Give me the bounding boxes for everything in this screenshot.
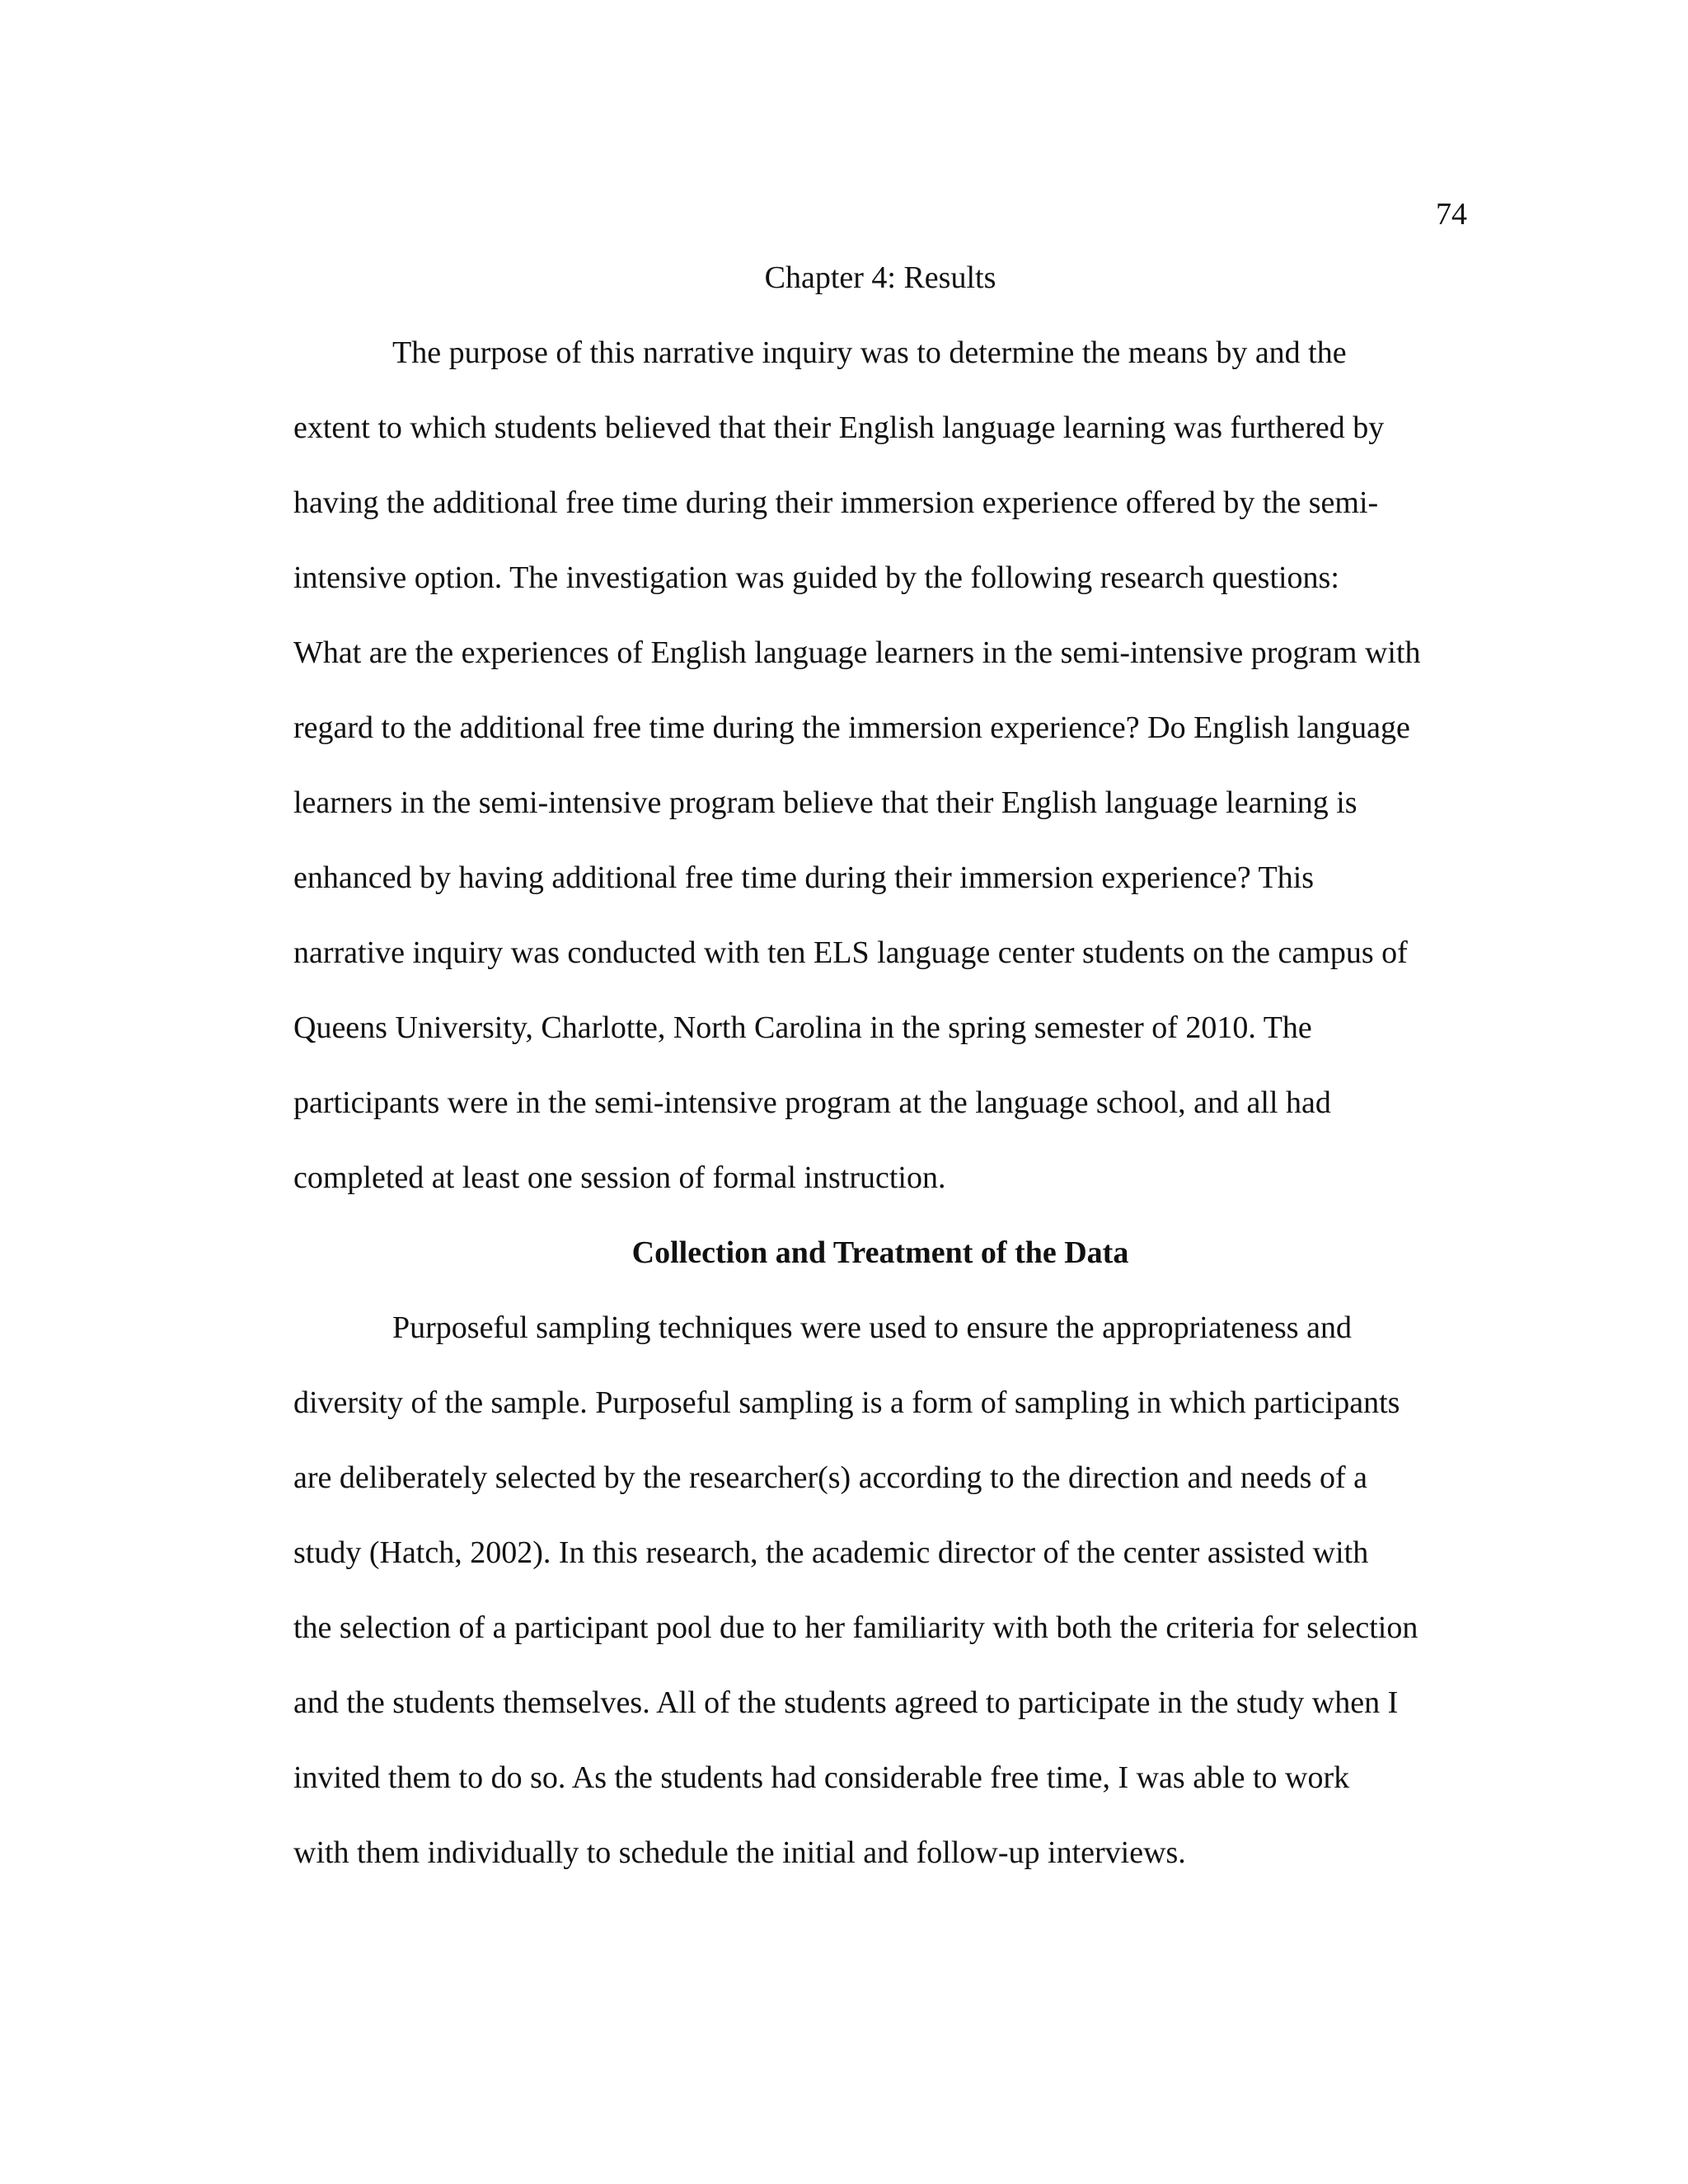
paragraph-line: with them individually to schedule the initial and follow-up interviews. [293, 1835, 1186, 1870]
paragraph-line: are deliberately selected by the researcher(s) according to the direction and needs of a [293, 1460, 1367, 1495]
paragraph-line: and the students themselves. All of the students agreed to participate in the study when I [293, 1685, 1399, 1720]
paragraph-line: completed at least one session of formal instruction. [293, 1160, 946, 1195]
paragraph-line: having the additional free time during their immersion experience offered by the semi- [293, 485, 1379, 520]
paragraph-line: enhanced by having additional free time during their immersion experience? This [293, 860, 1315, 895]
paragraph-line: study (Hatch, 2002). In this research, the academic director of the center assisted with [293, 1535, 1369, 1570]
paragraph-line: invited them to do so. As the students had considerable free time, I was able to work [293, 1760, 1350, 1795]
paragraph-line: Queens University, Charlotte, North Carolina in the spring semester of 2010. The [293, 1010, 1312, 1045]
paragraph-line: intensive option. The investigation was guided by the following research questions: [293, 560, 1339, 595]
paragraph-line: The purpose of this narrative inquiry was to determine the means by and the [392, 335, 1347, 370]
paragraph-line: Purposeful sampling techniques were used to ensure the appropriateness and [392, 1310, 1352, 1345]
page-number: 74 [1436, 197, 1467, 232]
chapter-title: Chapter 4: Results [764, 260, 996, 295]
paragraph-line: learners in the semi-intensive program believe that their English language learning is [293, 785, 1357, 820]
paragraph-line: participants were in the semi-intensive program at the language school, and all had [293, 1085, 1331, 1120]
paragraph-line: regard to the additional free time during the immersion experience? Do English language [293, 710, 1410, 745]
paragraph-line: narrative inquiry was conducted with ten ELS language center students on the campus of [293, 935, 1408, 970]
paragraph-line: diversity of the sample. Purposeful sampling is a form of sampling in which participants [293, 1385, 1400, 1420]
paragraph-line: What are the experiences of English language learners in the semi-intensive program with [293, 635, 1421, 670]
paragraph-line: the selection of a participant pool due to her familiarity with both the criteria for selection [293, 1610, 1418, 1645]
paragraph-line: extent to which students believed that their English language learning was furthered by [293, 410, 1385, 445]
section-heading: Collection and Treatment of the Data [631, 1235, 1129, 1270]
